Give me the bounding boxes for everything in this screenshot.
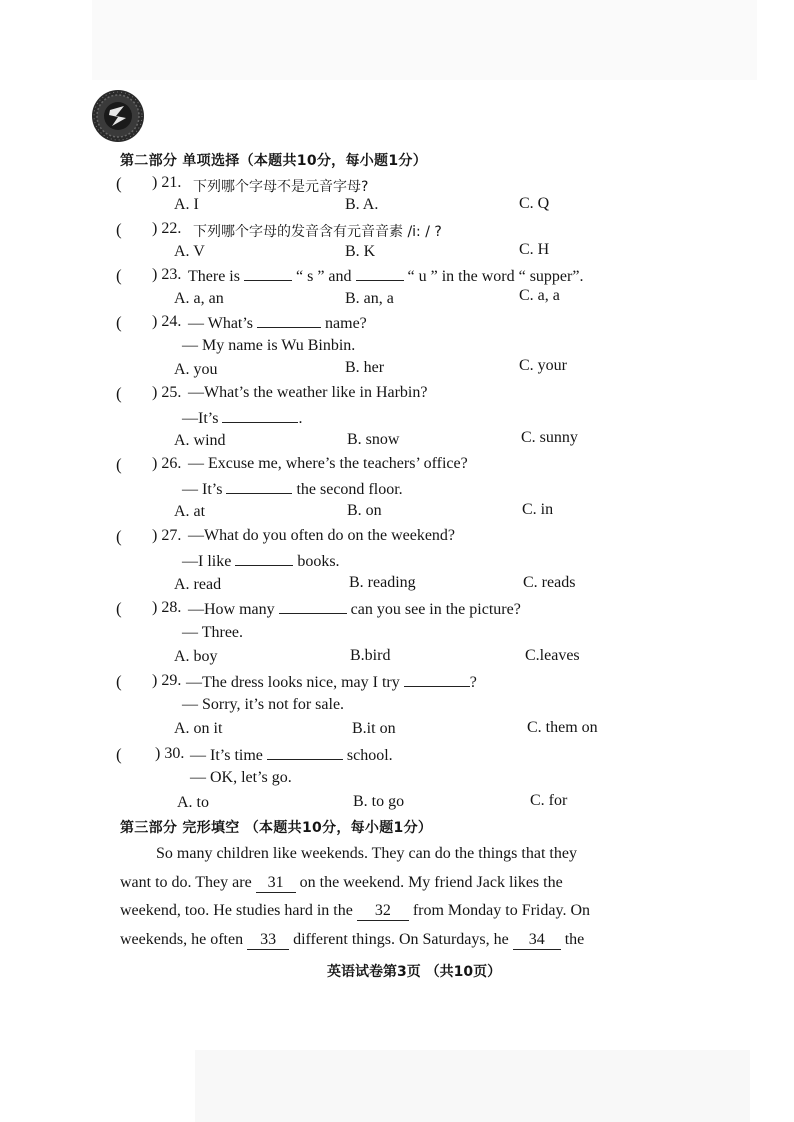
- question-number: ) 21.: [152, 174, 182, 191]
- question-text: 下列哪个字母不是元音字母?: [193, 179, 369, 195]
- option-c: C. your: [519, 357, 567, 374]
- option-c: C. Q: [519, 195, 550, 212]
- cloze-blank: 32: [357, 902, 409, 921]
- answer-blank: [244, 266, 292, 281]
- dialogue-line: [182, 408, 302, 428]
- answer-blank: [267, 745, 343, 760]
- option-b: B. to go: [353, 793, 405, 810]
- option-a: A. on it: [174, 720, 223, 737]
- answer-paren: (: [116, 220, 122, 239]
- question-number: ) 22.: [152, 220, 182, 237]
- option-b: B. A.: [345, 196, 379, 213]
- dialogue-line: — My name is Wu Binbin.: [182, 337, 356, 354]
- answer-blank: [222, 408, 298, 423]
- option-a: A. I: [174, 196, 199, 213]
- option-b: B. an, a: [345, 290, 394, 307]
- scan-shadow-top: [92, 0, 757, 80]
- option-b: B. snow: [347, 431, 400, 448]
- dialogue-line: — Three.: [182, 624, 244, 641]
- dialogue-line: [182, 551, 340, 571]
- passage-text: different things. On Saturdays, he: [293, 931, 509, 948]
- emblem-icon: [90, 88, 146, 144]
- answer-blank: [257, 313, 321, 328]
- question-number: ) 23.: [152, 266, 182, 283]
- question-number: ) 24.: [152, 313, 182, 330]
- question-text-part: —How many: [188, 601, 275, 618]
- question-text: —What do you often do on the weekend?: [188, 527, 456, 544]
- answer-paren: (: [116, 527, 122, 546]
- option-b: B. reading: [349, 574, 416, 591]
- passage-text: weekends, he often: [120, 931, 244, 948]
- question-text: [188, 313, 367, 333]
- question-text-part: “ s ” and: [295, 268, 352, 285]
- cloze-blank: 33: [247, 931, 289, 950]
- option-c: C. reads: [523, 574, 576, 591]
- answer-blank: [404, 672, 470, 687]
- dialogue-text: .: [298, 410, 303, 427]
- dialogue-text: —I like: [182, 553, 232, 570]
- answer-blank: [356, 266, 404, 281]
- passage-text: the: [564, 931, 585, 948]
- question-text-part: There is: [188, 268, 240, 285]
- question-text: —What’s the weather like in Harbin?: [188, 384, 428, 401]
- question-text: [188, 599, 521, 619]
- passage-line: [120, 874, 563, 893]
- passage-text: weekend, too. He studies hard in the: [120, 902, 353, 919]
- question-text-part: can you see in the picture?: [350, 601, 521, 618]
- option-c: C. sunny: [521, 429, 578, 446]
- option-b: B.it on: [352, 720, 396, 737]
- question-text-part: —The dress looks nice, may I try: [186, 674, 400, 691]
- section-title: 第三部分 完形填空 （本题共10分，每小题1分）: [120, 820, 433, 836]
- option-b: B. on: [347, 502, 382, 519]
- question-number: ) 28.: [152, 599, 182, 616]
- dialogue-line: — OK, let’s go.: [190, 769, 292, 786]
- option-a: A. wind: [174, 432, 226, 449]
- option-b: B.bird: [350, 647, 391, 664]
- option-c: C. a, a: [519, 287, 560, 304]
- option-a: A. boy: [174, 648, 218, 665]
- option-c: C. H: [519, 241, 550, 258]
- option-a: A. read: [174, 576, 222, 593]
- option-a: A. to: [177, 794, 209, 811]
- passage-text: on the weekend. My friend Jack likes the: [299, 874, 563, 891]
- passage-text: want to do. They are: [120, 874, 252, 891]
- answer-paren: (: [116, 266, 122, 285]
- question-number: ) 25.: [152, 384, 182, 401]
- dialogue-text: books.: [297, 553, 340, 570]
- answer-blank: [226, 479, 292, 494]
- dialogue-text: the second floor.: [296, 481, 403, 498]
- dialogue-text: —It’s: [182, 410, 219, 427]
- answer-blank: [235, 551, 293, 566]
- answer-paren: (: [116, 745, 122, 764]
- option-b: B. K: [345, 243, 376, 260]
- option-a: A. at: [174, 503, 206, 520]
- question-number: ) 29.: [152, 672, 182, 689]
- passage-text: from Monday to Friday. On: [412, 902, 590, 919]
- question-text-part: — What’s: [188, 315, 254, 332]
- question-number: ) 30.: [155, 745, 185, 762]
- question-number: ) 26.: [152, 455, 182, 472]
- answer-paren: (: [116, 174, 122, 193]
- section-title: 第二部分 单项选择（本题共10分，每小题1分）: [120, 153, 427, 169]
- question-text-part: school.: [346, 747, 393, 764]
- passage-line: [120, 931, 584, 950]
- answer-paren: (: [116, 384, 122, 403]
- passage-line: [120, 902, 590, 921]
- dialogue-text: — It’s: [182, 481, 223, 498]
- passage-line: So many children like weekends. They can do the things that they: [156, 845, 577, 862]
- question-text-part: ?: [469, 674, 477, 691]
- answer-paren: (: [116, 313, 122, 332]
- answer-paren: (: [116, 672, 122, 691]
- cloze-blank: 31: [256, 874, 296, 893]
- cloze-blank: 34: [513, 931, 561, 950]
- option-c: C.leaves: [525, 647, 580, 664]
- question-text-part: — It’s time: [190, 747, 263, 764]
- question-text: [188, 266, 583, 286]
- scan-shadow-bottom: [195, 1050, 750, 1122]
- dialogue-line: — Sorry, it’s not for sale.: [182, 696, 345, 713]
- question-number: ) 27.: [152, 527, 182, 544]
- dialogue-line: [182, 479, 403, 499]
- answer-paren: (: [116, 599, 122, 618]
- page-footer: 英语试卷第3页 （共10页）: [327, 964, 502, 980]
- question-text: 下列哪个字母的发音含有元音音素 /i: / ?: [193, 224, 442, 240]
- option-c: C. them on: [527, 719, 598, 736]
- question-text: [190, 745, 393, 765]
- question-text: — Excuse me, where’s the teachers’ office?: [188, 455, 468, 472]
- option-c: C. in: [522, 501, 554, 518]
- option-a: A. you: [174, 361, 218, 378]
- option-a: A. V: [174, 243, 205, 260]
- option-b: B. her: [345, 359, 385, 376]
- answer-blank: [279, 599, 347, 614]
- option-a: A. a, an: [174, 290, 224, 307]
- question-text-part: “ u ” in the word “ supper”.: [407, 268, 584, 285]
- answer-paren: (: [116, 455, 122, 474]
- question-text: [186, 672, 477, 692]
- question-text-part: name?: [325, 315, 367, 332]
- option-c: C. for: [530, 792, 568, 809]
